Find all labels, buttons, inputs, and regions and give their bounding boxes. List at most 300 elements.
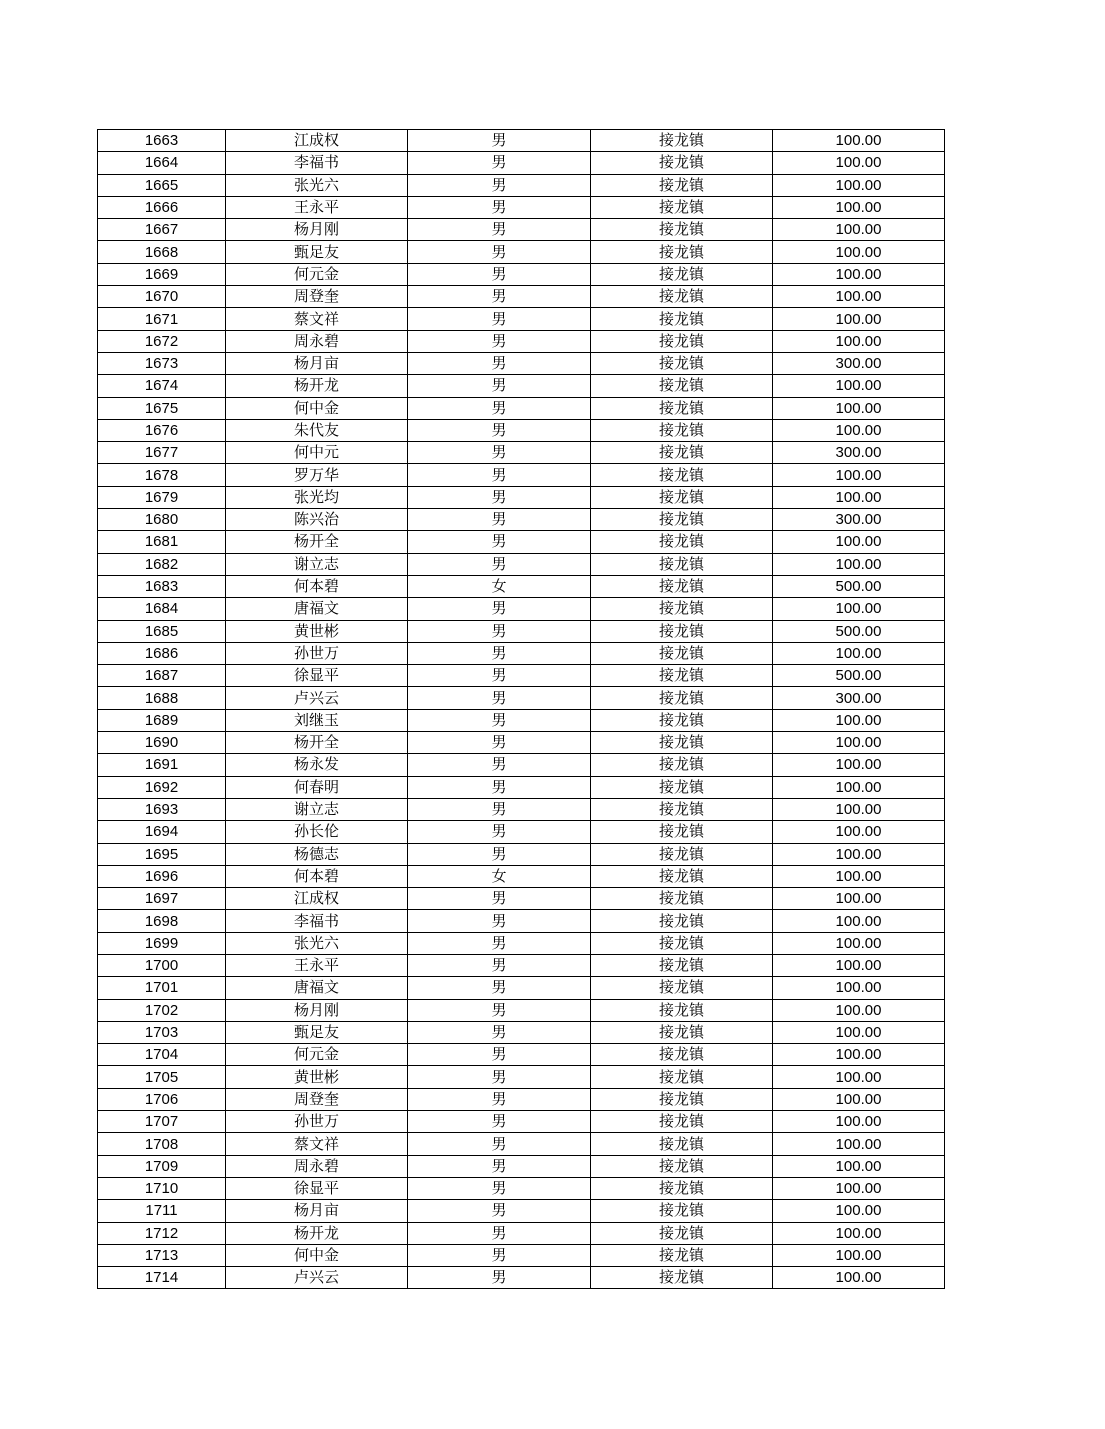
name-cell: 周登奎 [226,286,408,308]
gender-cell: 男 [408,397,591,419]
gender-cell: 男 [408,687,591,709]
amount-cell: 100.00 [773,754,945,776]
amount-cell: 300.00 [773,509,945,531]
gender-cell: 男 [408,286,591,308]
table-row [98,531,945,553]
gender-cell: 男 [408,464,591,486]
row-number-cell: 1683 [98,575,226,597]
amount-cell: 100.00 [773,286,945,308]
name-cell: 周永碧 [226,1155,408,1177]
town-cell: 接龙镇 [591,464,773,486]
name-cell: 张光六 [226,932,408,954]
amount-cell: 100.00 [773,1267,945,1289]
gender-cell: 男 [408,709,591,731]
gender-cell: 男 [408,665,591,687]
gender-cell: 男 [408,1133,591,1155]
row-number-cell: 1695 [98,843,226,865]
amount-cell: 500.00 [773,575,945,597]
amount-cell: 100.00 [773,1133,945,1155]
town-cell: 接龙镇 [591,130,773,152]
amount-cell: 100.00 [773,553,945,575]
gender-cell: 男 [408,1021,591,1043]
record-table [97,129,945,1289]
name-cell: 江成权 [226,130,408,152]
table-row [98,263,945,285]
gender-cell: 女 [408,865,591,887]
name-cell: 唐福文 [226,598,408,620]
gender-cell: 男 [408,330,591,352]
table-row [98,709,945,731]
name-cell: 何中金 [226,1244,408,1266]
town-cell: 接龙镇 [591,219,773,241]
table-row [98,776,945,798]
table-row [98,910,945,932]
name-cell: 何元金 [226,1044,408,1066]
table-row [98,620,945,642]
record-table-body [98,130,945,1289]
gender-cell: 男 [408,910,591,932]
name-cell: 李福书 [226,152,408,174]
row-number-cell: 1714 [98,1267,226,1289]
name-cell: 王永平 [226,196,408,218]
row-number-cell: 1691 [98,754,226,776]
row-number-cell: 1705 [98,1066,226,1088]
row-number-cell: 1668 [98,241,226,263]
town-cell: 接龙镇 [591,174,773,196]
row-number-cell: 1664 [98,152,226,174]
town-cell: 接龙镇 [591,352,773,374]
amount-cell: 100.00 [773,709,945,731]
amount-cell: 100.00 [773,598,945,620]
name-cell: 谢立志 [226,553,408,575]
gender-cell: 男 [408,1200,591,1222]
table-row [98,1133,945,1155]
town-cell: 接龙镇 [591,732,773,754]
amount-cell: 100.00 [773,865,945,887]
table-row [98,286,945,308]
town-cell: 接龙镇 [591,821,773,843]
table-row [98,598,945,620]
gender-cell: 男 [408,263,591,285]
table-row [98,352,945,374]
amount-cell: 100.00 [773,888,945,910]
name-cell: 陈兴治 [226,509,408,531]
table-row [98,241,945,263]
gender-cell: 男 [408,486,591,508]
gender-cell: 女 [408,575,591,597]
row-number-cell: 1702 [98,999,226,1021]
row-number-cell: 1704 [98,1044,226,1066]
row-number-cell: 1685 [98,620,226,642]
row-number-cell: 1675 [98,397,226,419]
amount-cell: 100.00 [773,1066,945,1088]
gender-cell: 男 [408,152,591,174]
gender-cell: 男 [408,888,591,910]
town-cell: 接龙镇 [591,888,773,910]
table-row [98,130,945,152]
table-row [98,1066,945,1088]
name-cell: 何春明 [226,776,408,798]
row-number-cell: 1709 [98,1155,226,1177]
gender-cell: 男 [408,1155,591,1177]
name-cell: 杨德志 [226,843,408,865]
table-row [98,152,945,174]
gender-cell: 男 [408,1244,591,1266]
name-cell: 何中金 [226,397,408,419]
gender-cell: 男 [408,1044,591,1066]
gender-cell: 男 [408,196,591,218]
name-cell: 杨永发 [226,754,408,776]
table-row [98,932,945,954]
name-cell: 杨月刚 [226,219,408,241]
gender-cell: 男 [408,352,591,374]
row-number-cell: 1693 [98,798,226,820]
town-cell: 接龙镇 [591,798,773,820]
row-number-cell: 1713 [98,1244,226,1266]
row-number-cell: 1697 [98,888,226,910]
town-cell: 接龙镇 [591,486,773,508]
gender-cell: 男 [408,598,591,620]
gender-cell: 男 [408,553,591,575]
name-cell: 张光均 [226,486,408,508]
amount-cell: 100.00 [773,375,945,397]
table-row [98,843,945,865]
amount-cell: 100.00 [773,308,945,330]
table-row [98,486,945,508]
amount-cell: 100.00 [773,330,945,352]
table-row [98,1044,945,1066]
row-number-cell: 1706 [98,1088,226,1110]
row-number-cell: 1708 [98,1133,226,1155]
name-cell: 何本碧 [226,575,408,597]
town-cell: 接龙镇 [591,709,773,731]
town-cell: 接龙镇 [591,263,773,285]
amount-cell: 300.00 [773,687,945,709]
amount-cell: 100.00 [773,130,945,152]
name-cell: 甄足友 [226,241,408,263]
table-row [98,330,945,352]
amount-cell: 100.00 [773,977,945,999]
row-number-cell: 1690 [98,732,226,754]
row-number-cell: 1682 [98,553,226,575]
row-number-cell: 1688 [98,687,226,709]
gender-cell: 男 [408,776,591,798]
town-cell: 接龙镇 [591,286,773,308]
name-cell: 李福书 [226,910,408,932]
name-cell: 谢立志 [226,798,408,820]
amount-cell: 100.00 [773,241,945,263]
town-cell: 接龙镇 [591,865,773,887]
amount-cell: 300.00 [773,352,945,374]
row-number-cell: 1686 [98,642,226,664]
amount-cell: 100.00 [773,776,945,798]
town-cell: 接龙镇 [591,419,773,441]
town-cell: 接龙镇 [591,932,773,954]
table-row [98,1111,945,1133]
amount-cell: 100.00 [773,932,945,954]
name-cell: 孙世万 [226,1111,408,1133]
row-number-cell: 1669 [98,263,226,285]
name-cell: 卢兴云 [226,1267,408,1289]
amount-cell: 100.00 [773,196,945,218]
amount-cell: 100.00 [773,174,945,196]
gender-cell: 男 [408,531,591,553]
town-cell: 接龙镇 [591,330,773,352]
name-cell: 黄世彬 [226,620,408,642]
gender-cell: 男 [408,419,591,441]
town-cell: 接龙镇 [591,977,773,999]
row-number-cell: 1671 [98,308,226,330]
row-number-cell: 1665 [98,174,226,196]
gender-cell: 男 [408,174,591,196]
town-cell: 接龙镇 [591,642,773,664]
gender-cell: 男 [408,1177,591,1199]
table-row [98,1088,945,1110]
name-cell: 周永碧 [226,330,408,352]
table-row [98,174,945,196]
gender-cell: 男 [408,1267,591,1289]
gender-cell: 男 [408,308,591,330]
amount-cell: 100.00 [773,1200,945,1222]
table-row [98,732,945,754]
table-row [98,1200,945,1222]
amount-cell: 100.00 [773,263,945,285]
name-cell: 何本碧 [226,865,408,887]
table-row [98,1177,945,1199]
town-cell: 接龙镇 [591,1267,773,1289]
name-cell: 何元金 [226,263,408,285]
gender-cell: 男 [408,798,591,820]
name-cell: 甄足友 [226,1021,408,1043]
town-cell: 接龙镇 [591,1111,773,1133]
row-number-cell: 1663 [98,130,226,152]
row-number-cell: 1707 [98,1111,226,1133]
town-cell: 接龙镇 [591,1244,773,1266]
row-number-cell: 1687 [98,665,226,687]
gender-cell: 男 [408,977,591,999]
amount-cell: 100.00 [773,1222,945,1244]
row-number-cell: 1676 [98,419,226,441]
gender-cell: 男 [408,754,591,776]
table-row [98,665,945,687]
amount-cell: 100.00 [773,954,945,976]
table-row [98,397,945,419]
name-cell: 王永平 [226,954,408,976]
gender-cell: 男 [408,620,591,642]
amount-cell: 100.00 [773,419,945,441]
table-row [98,308,945,330]
table-row [98,642,945,664]
table-row [98,754,945,776]
town-cell: 接龙镇 [591,1200,773,1222]
name-cell: 杨开全 [226,732,408,754]
town-cell: 接龙镇 [591,776,773,798]
town-cell: 接龙镇 [591,910,773,932]
row-number-cell: 1677 [98,442,226,464]
table-row [98,575,945,597]
amount-cell: 100.00 [773,1155,945,1177]
table-row [98,553,945,575]
town-cell: 接龙镇 [591,308,773,330]
name-cell: 孙长伦 [226,821,408,843]
town-cell: 接龙镇 [591,687,773,709]
row-number-cell: 1670 [98,286,226,308]
amount-cell: 500.00 [773,665,945,687]
table-row [98,687,945,709]
town-cell: 接龙镇 [591,553,773,575]
gender-cell: 男 [408,999,591,1021]
town-cell: 接龙镇 [591,1133,773,1155]
amount-cell: 100.00 [773,397,945,419]
gender-cell: 男 [408,375,591,397]
gender-cell: 男 [408,732,591,754]
table-row [98,1155,945,1177]
town-cell: 接龙镇 [591,1066,773,1088]
town-cell: 接龙镇 [591,1177,773,1199]
name-cell: 张光六 [226,174,408,196]
gender-cell: 男 [408,1222,591,1244]
row-number-cell: 1672 [98,330,226,352]
town-cell: 接龙镇 [591,196,773,218]
gender-cell: 男 [408,821,591,843]
name-cell: 蔡文祥 [226,308,408,330]
amount-cell: 100.00 [773,732,945,754]
name-cell: 杨月亩 [226,352,408,374]
amount-cell: 100.00 [773,152,945,174]
name-cell: 徐显平 [226,665,408,687]
gender-cell: 男 [408,1111,591,1133]
name-cell: 杨月刚 [226,999,408,1021]
row-number-cell: 1710 [98,1177,226,1199]
gender-cell: 男 [408,509,591,531]
name-cell: 杨月亩 [226,1200,408,1222]
gender-cell: 男 [408,1066,591,1088]
row-number-cell: 1703 [98,1021,226,1043]
amount-cell: 500.00 [773,620,945,642]
row-number-cell: 1684 [98,598,226,620]
town-cell: 接龙镇 [591,1044,773,1066]
row-number-cell: 1674 [98,375,226,397]
amount-cell: 100.00 [773,1044,945,1066]
row-number-cell: 1712 [98,1222,226,1244]
name-cell: 孙世万 [226,642,408,664]
town-cell: 接龙镇 [591,575,773,597]
amount-cell: 100.00 [773,999,945,1021]
row-number-cell: 1678 [98,464,226,486]
table-row [98,442,945,464]
row-number-cell: 1699 [98,932,226,954]
amount-cell: 300.00 [773,442,945,464]
town-cell: 接龙镇 [591,509,773,531]
table-row [98,509,945,531]
town-cell: 接龙镇 [591,241,773,263]
town-cell: 接龙镇 [591,954,773,976]
name-cell: 刘继玉 [226,709,408,731]
town-cell: 接龙镇 [591,620,773,642]
table-row [98,1021,945,1043]
gender-cell: 男 [408,130,591,152]
name-cell: 周登奎 [226,1088,408,1110]
row-number-cell: 1696 [98,865,226,887]
table-row [98,865,945,887]
gender-cell: 男 [408,442,591,464]
gender-cell: 男 [408,954,591,976]
name-cell: 蔡文祥 [226,1133,408,1155]
name-cell: 江成权 [226,888,408,910]
name-cell: 杨开龙 [226,375,408,397]
town-cell: 接龙镇 [591,665,773,687]
gender-cell: 男 [408,642,591,664]
name-cell: 何中元 [226,442,408,464]
name-cell: 卢兴云 [226,687,408,709]
row-number-cell: 1701 [98,977,226,999]
amount-cell: 100.00 [773,486,945,508]
town-cell: 接龙镇 [591,397,773,419]
amount-cell: 100.00 [773,1244,945,1266]
table-row [98,1222,945,1244]
table-row [98,1267,945,1289]
amount-cell: 100.00 [773,219,945,241]
gender-cell: 男 [408,843,591,865]
row-number-cell: 1700 [98,954,226,976]
town-cell: 接龙镇 [591,754,773,776]
town-cell: 接龙镇 [591,375,773,397]
town-cell: 接龙镇 [591,999,773,1021]
name-cell: 杨开龙 [226,1222,408,1244]
town-cell: 接龙镇 [591,843,773,865]
name-cell: 唐福文 [226,977,408,999]
amount-cell: 100.00 [773,464,945,486]
amount-cell: 100.00 [773,1021,945,1043]
amount-cell: 100.00 [773,531,945,553]
row-number-cell: 1667 [98,219,226,241]
town-cell: 接龙镇 [591,531,773,553]
name-cell: 杨开全 [226,531,408,553]
amount-cell: 100.00 [773,1088,945,1110]
table-row [98,1244,945,1266]
row-number-cell: 1673 [98,352,226,374]
table-row [98,219,945,241]
gender-cell: 男 [408,932,591,954]
town-cell: 接龙镇 [591,442,773,464]
name-cell: 罗万华 [226,464,408,486]
table-row [98,419,945,441]
amount-cell: 100.00 [773,642,945,664]
gender-cell: 男 [408,1088,591,1110]
amount-cell: 100.00 [773,843,945,865]
gender-cell: 男 [408,241,591,263]
table-row [98,888,945,910]
amount-cell: 100.00 [773,821,945,843]
town-cell: 接龙镇 [591,1088,773,1110]
table-row [98,375,945,397]
row-number-cell: 1694 [98,821,226,843]
table-row [98,196,945,218]
row-number-cell: 1680 [98,509,226,531]
table-row [98,821,945,843]
town-cell: 接龙镇 [591,152,773,174]
town-cell: 接龙镇 [591,1021,773,1043]
row-number-cell: 1689 [98,709,226,731]
gender-cell: 男 [408,219,591,241]
table-row [98,977,945,999]
row-number-cell: 1698 [98,910,226,932]
town-cell: 接龙镇 [591,1222,773,1244]
row-number-cell: 1666 [98,196,226,218]
row-number-cell: 1681 [98,531,226,553]
town-cell: 接龙镇 [591,1155,773,1177]
name-cell: 徐显平 [226,1177,408,1199]
